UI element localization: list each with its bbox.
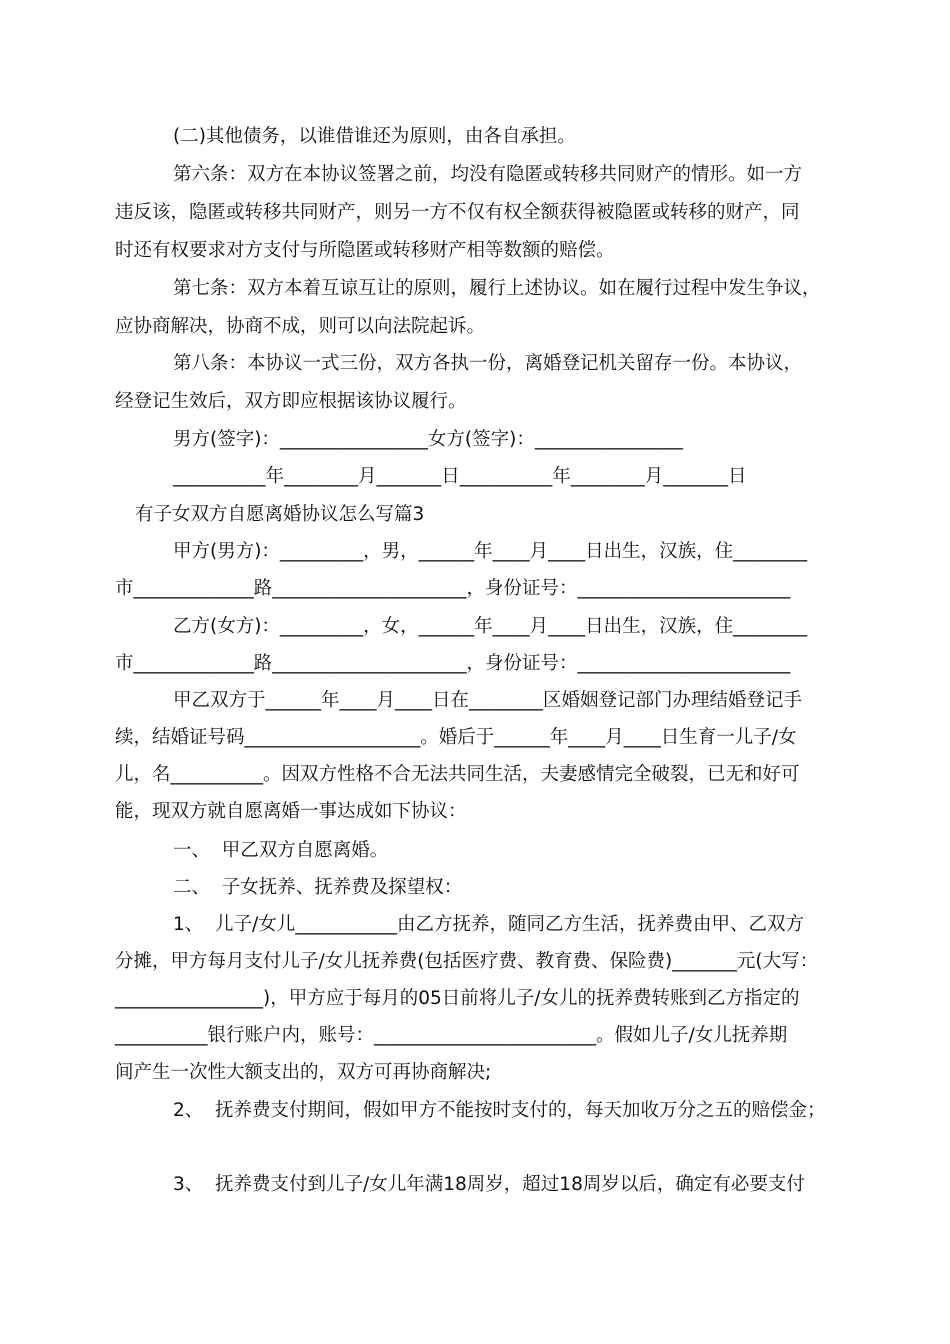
text-line: 甲方(男方)：_________，男，______年____月____日出生，汉族，住________ (173, 541, 808, 562)
text-line: 应协商解决，协商不成，则可以向法院起诉。 (115, 316, 486, 337)
text-line: 第七条：双方本着互谅互让的原则，履行上述协议。如在履行过程中发生争议， (173, 278, 821, 299)
text-line: 市_____________路_____________________，身份证号：_______________________ (115, 578, 791, 599)
date-line: __________年________月_______日__________年________月_______日 (173, 466, 747, 487)
text-line: 3、 抚养费支付到儿子/女儿年满18周岁，超过18周岁以后，确定有必要支付 (173, 1174, 805, 1195)
text-line: 能，现双方就自愿离婚一事达成如下协议： (115, 801, 467, 822)
text-line: 市_____________路_____________________，身份证号：_______________________ (115, 653, 791, 674)
text-line: (二)其他债务，以谁借谁还为原则，由各自承担。 (173, 126, 576, 147)
text-line: 第六条：双方在本协议签署之前，均没有隐匿或转移共同财产的情形。如一方 (173, 164, 803, 185)
text-line: 二、 子女抚养、抚养费及探望权： (173, 877, 463, 898)
text-line: 一、 甲乙双方自愿离婚。 (173, 840, 389, 861)
text-line: 乙方(女方)：_________，女，______年____月____日出生，汉族，住________ (173, 616, 808, 637)
signature-line: 男方(签字)：________________女方(签字)：________________ (173, 429, 683, 450)
text-line: 1、 儿子/女儿___________由乙方抚养，随同乙方生活，抚养费由甲、乙双方 (173, 914, 805, 935)
text-line: 时还有权要求对方支付与所隐匿或转移财产相等数额的赔偿。 (115, 240, 615, 261)
text-line: 儿，名__________。因双方性格不合无法共同生活，夫妻感情完全破裂，已无和好可 (115, 764, 800, 785)
text-line: 第八条：本协议一式三份，双方各执一份，离婚登记机关留存一份。本协议， (173, 353, 803, 374)
text-line: 分摊，甲方每月支付儿子/女儿抚养费(包括医疗费、教育费、保险费)_______元(大写： (115, 951, 819, 972)
text-line: 甲乙双方于______年____月____日在________区婚姻登记部门办理结婚登记手 (173, 690, 803, 711)
text-line: ________________)，甲方应于每月的05日前将儿子/女儿的抚养费转账到乙方指定的 (115, 988, 800, 1009)
text-line: 续，结婚证号码___________________。婚后于______年____月____日生育一儿子/女 (115, 727, 797, 748)
text-line: 经登记生效后，双方即应根据该协议履行。 (115, 391, 467, 412)
text-line: 间产生一次性大额支出的，双方可再协商解决; (115, 1062, 492, 1083)
text-line: __________银行账户内，账号：________________________。假如儿子/女儿抚养期 (115, 1025, 788, 1046)
text-line: 违反该，隐匿或转移共同财产，则另一方不仅有权全额获得被隐匿或转移的财产，同 (115, 202, 800, 223)
section-heading: 有子女双方自愿离婚协议怎么写篇3 (135, 504, 425, 525)
text-line: 2、 抚养费支付期间，假如甲方不能按时支付的，每天加收万分之五的赔偿金； (173, 1100, 826, 1121)
